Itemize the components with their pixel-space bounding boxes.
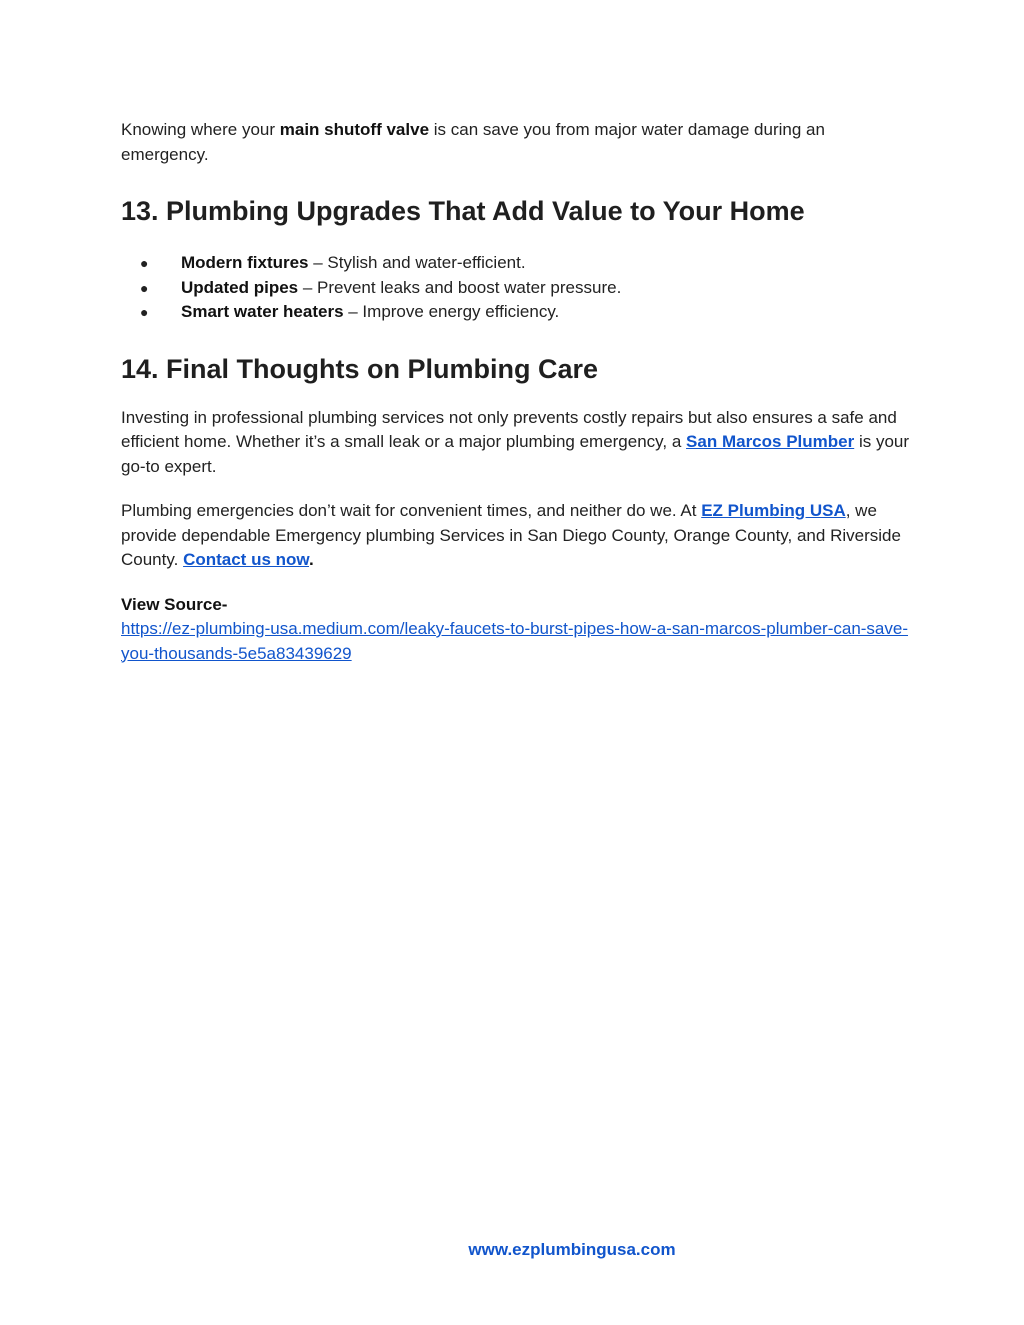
list-item-text: – Prevent leaks and boost water pressure. <box>298 277 622 297</box>
source-paragraph <box>121 593 911 667</box>
emergency-text: Plumbing emergencies don’t wait for convenient times, and neither do we. At <box>121 501 702 520</box>
contact-us-link[interactable]: Contact us now <box>183 550 309 569</box>
upgrades-list <box>121 251 911 325</box>
bullet-icon: ● <box>140 304 149 320</box>
intro-suffix: is can save you from major water damage during an emergency. <box>121 120 825 164</box>
list-item-text: – Stylish and water-efficient. <box>308 253 526 272</box>
list-item <box>121 300 911 325</box>
source-label: View Source- <box>121 594 228 614</box>
footer-website: www.ezplumbingusa.com <box>468 1240 676 1259</box>
investing-paragraph <box>121 406 911 480</box>
bullet-icon: ● <box>140 279 149 296</box>
source-url-link[interactable]: https://ez-plumbing-usa.medium.com/leaky-faucets-to-burst-pipes-how-a-san-marcos-plumber-can-save-you-thousands-5e5a83439629 <box>121 619 909 663</box>
list-item <box>121 276 911 301</box>
bullet-icon: ● <box>140 255 149 271</box>
list-item-text: – Improve energy efficiency. <box>343 302 560 321</box>
list-item-bold: Smart water heaters <box>181 302 344 321</box>
san-marcos-plumber-link[interactable]: San Marcos Plumber <box>686 432 855 451</box>
document-page <box>121 118 911 666</box>
intro-prefix: Knowing where your <box>121 120 280 139</box>
investing-suffix: is your go-to expert. <box>121 432 910 476</box>
emergency-paragraph <box>121 499 911 573</box>
list-item-bold: Modern fixtures <box>181 253 309 272</box>
list-item-bold: Updated pipes <box>181 277 299 297</box>
section-14-heading: 14. Final Thoughts on Plumbing Care <box>121 353 599 384</box>
list-item <box>121 251 911 276</box>
emergency-middle-text: , we provide dependable Emergency plumbing Services in San Diego County, Orange County, and Riverside County. <box>121 501 901 569</box>
section-13-heading: 13. Plumbing Upgrades That Add Value to Your Home <box>121 196 805 226</box>
ez-plumbing-usa-link[interactable]: EZ Plumbing USA <box>701 501 846 520</box>
intro-paragraph <box>121 118 911 167</box>
intro-bold-term: main shutoff valve <box>279 120 430 139</box>
investing-text: Investing in professional plumbing services not only prevents costly repairs but also ensures a safe and efficient home. Whether it’s a small leak or a major plumbing emergency, a <box>121 407 897 451</box>
emergency-period: . <box>309 550 314 569</box>
